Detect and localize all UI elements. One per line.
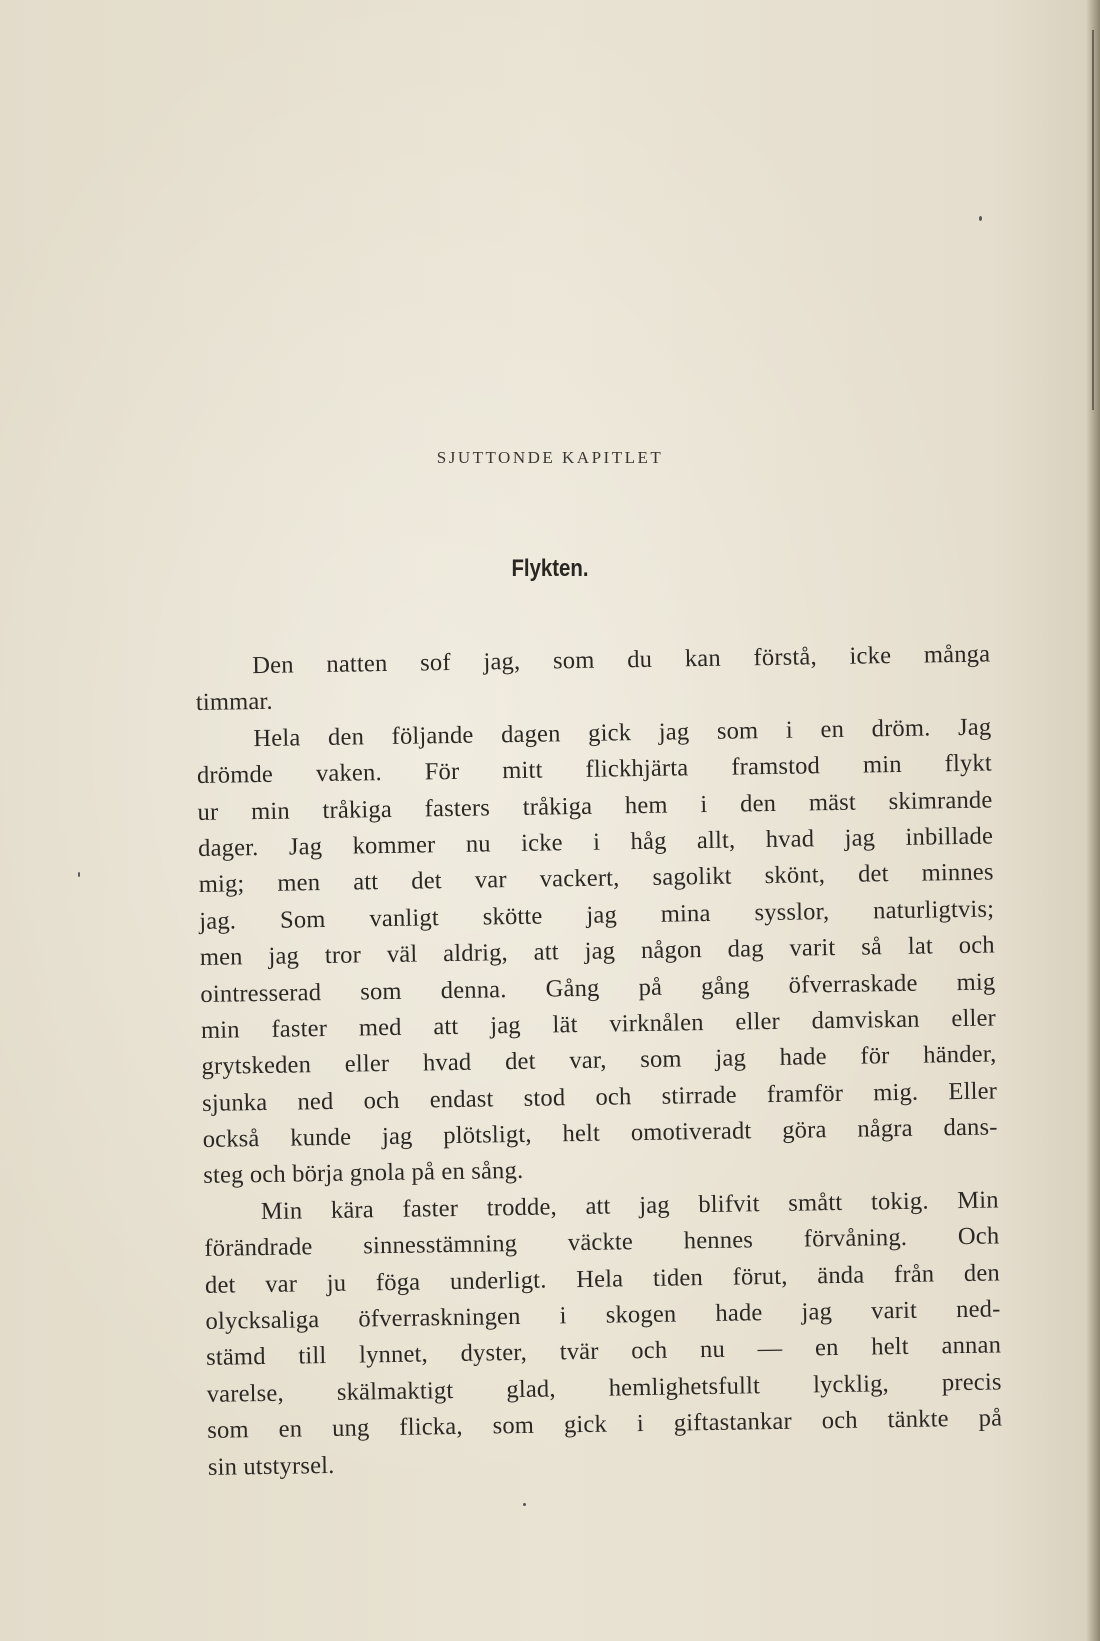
text-line: sin utstyrsel.	[207, 1451, 335, 1481]
text-line: Min kära faster trodde, att jag blifvit smått tokig. Min	[260, 1186, 999, 1225]
text-line: förändrade sinnesstämning väckte hennes förvåning. Och	[204, 1222, 1000, 1263]
text-line: Hela den följande dagen gick jag som i en dröm. Jag	[253, 713, 992, 752]
chapter-label: SJUTTONDE KAPITLET	[436, 448, 664, 467]
text-line: ur min tråkiga fasters tråkiga hem i den mäst skimrande	[197, 786, 993, 826]
text-line: sjunka ned och endast stod och stirrade framför mig. Eller	[201, 1077, 998, 1117]
text-line: min faster med att jag lät virknålen eller damviskan eller	[200, 1004, 997, 1044]
text-line: men jag tror väl aldrig, att jag någon dag varit så lat och	[199, 931, 995, 972]
text-line: som en ung flicka, som gick i giftastankar och tänkte på	[207, 1404, 1003, 1445]
text-line: timmar.	[195, 688, 273, 717]
text-line: mig; men att det var vackert, sagolikt skönt, det minnes	[198, 858, 994, 899]
text-line: drömde vaken. För mitt flickhjärta framstod min flykt	[196, 749, 993, 790]
ink-speck	[78, 872, 80, 877]
text-line: dager. Jag kommer nu icke i håg allt, hvad jag inbillade	[197, 822, 994, 862]
text-line: varelse, skälmaktigt glad, hemlighetsfullt lycklig, precis	[206, 1368, 1002, 1408]
page-edge-shadow	[1092, 30, 1094, 410]
text-line: Den natten sof jag, som du kan förstå, icke många	[252, 640, 991, 680]
ink-speck	[523, 1503, 526, 1506]
text-line: det var ju föga underligt. Hela tiden förut, ända från den	[204, 1259, 1001, 1299]
text-line: också kunde jag plötsligt, helt omotiveradt göra några dans-	[202, 1113, 998, 1154]
text-line: steg och börja gnola på en sång.	[203, 1157, 524, 1190]
body-text	[195, 637, 1003, 1486]
text-line: stämd till lynnet, dyster, tvär och nu — en helt annan	[205, 1331, 1002, 1372]
page-edge	[1086, 0, 1100, 1641]
text-line: ointresserad som denna. Gång på gång öfverraskade mig	[200, 967, 996, 1008]
text-line: jag. Som vanligt skötte jag mina sysslor, naturligtvis;	[199, 895, 995, 935]
text-line: grytskeden eller hvad det var, som jag hade för händer,	[201, 1040, 997, 1081]
text-line: olycksaliga öfverraskningen i skogen hade jag varit ned-	[205, 1295, 1001, 1335]
ink-speck	[979, 216, 982, 221]
chapter-title: Flykten.	[511, 555, 589, 582]
